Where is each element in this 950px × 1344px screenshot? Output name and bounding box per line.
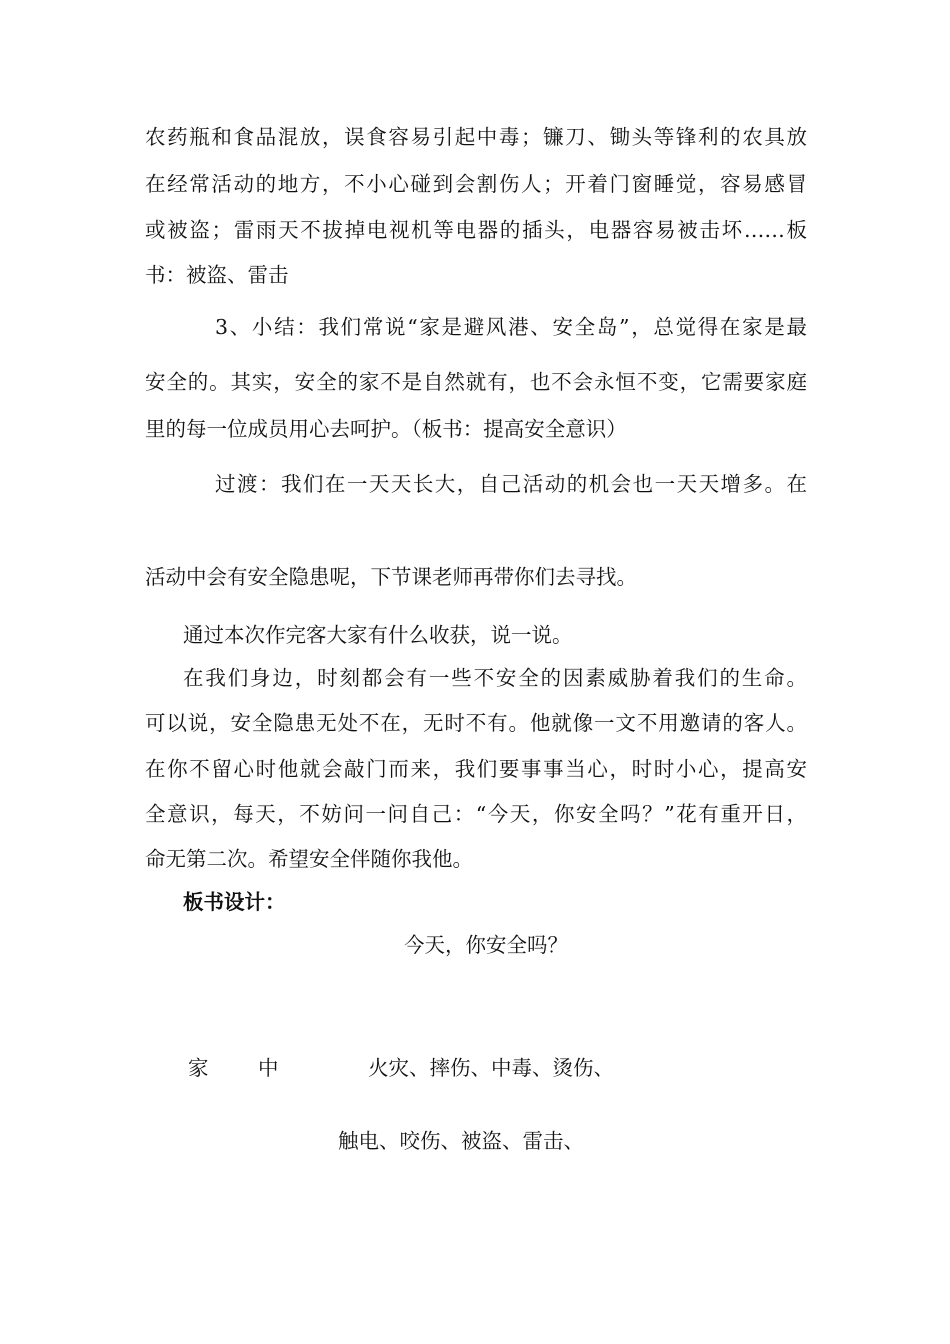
summary-line: 3、小结：我们常说“家是避风港、安全岛”，总觉得在家是最 [215,315,807,339]
harvest-line: 通过本次作完客大家有什么收获，说一说。 [183,623,573,647]
board-label-zhong: 中 [258,1056,279,1080]
closing-line: 全意识，每天，不妨问一问自己：“今天，你安全吗？”花有重开日， [145,802,807,826]
board-title: 今天，你安全吗？ [404,933,568,957]
paragraph-line: 在经常活动的地方，不小心碰到会割伤人；开着门窗睡觉，容易感冒 [145,172,807,196]
board-label-jia: 家 [188,1056,209,1080]
paragraph-line: 农药瓶和食品混放，误食容易引起中毒；镰刀、锄头等锋利的农具放 [145,125,807,149]
closing-line: 在我们身边，时刻都会有一些不安全的因素威胁着我们的生命。 [183,666,807,690]
transition-line: 活动中会有安全隐患呢，下节课老师再带你们去寻找。 [145,565,637,589]
summary-line: 里的每一位成员用心去呵护。（板书：提高安全意识） [145,417,627,441]
transition-line: 过渡：我们在一天天长大，自己活动的机会也一天天增多。在 [215,472,807,496]
closing-line: 可以说，安全隐患无处不在，无时不有。他就像一文不用邀请的客人。 [145,711,807,735]
closing-line: 命无第二次。希望安全伴随你我他。 [145,847,473,871]
board-items-line2: 触电、咬伤、被盗、雷击、 [338,1129,584,1153]
board-items-line1: 火灾、摔伤、中毒、烫伤、 [368,1056,614,1080]
board-heading: 板书设计： [183,890,286,914]
summary-line: 安全的。其实，安全的家不是自然就有，也不会永恒不变，它需要家庭 [145,370,807,394]
paragraph-line: 或被盗；雷雨天不拔掉电视机等电器的插头，电器容易被击坏……板 [145,218,807,242]
paragraph-line: 书：被盗、雷击 [145,263,289,287]
closing-line: 在你不留心时他就会敲门而来，我们要事事当心，时时小心，提高安 [145,757,807,781]
